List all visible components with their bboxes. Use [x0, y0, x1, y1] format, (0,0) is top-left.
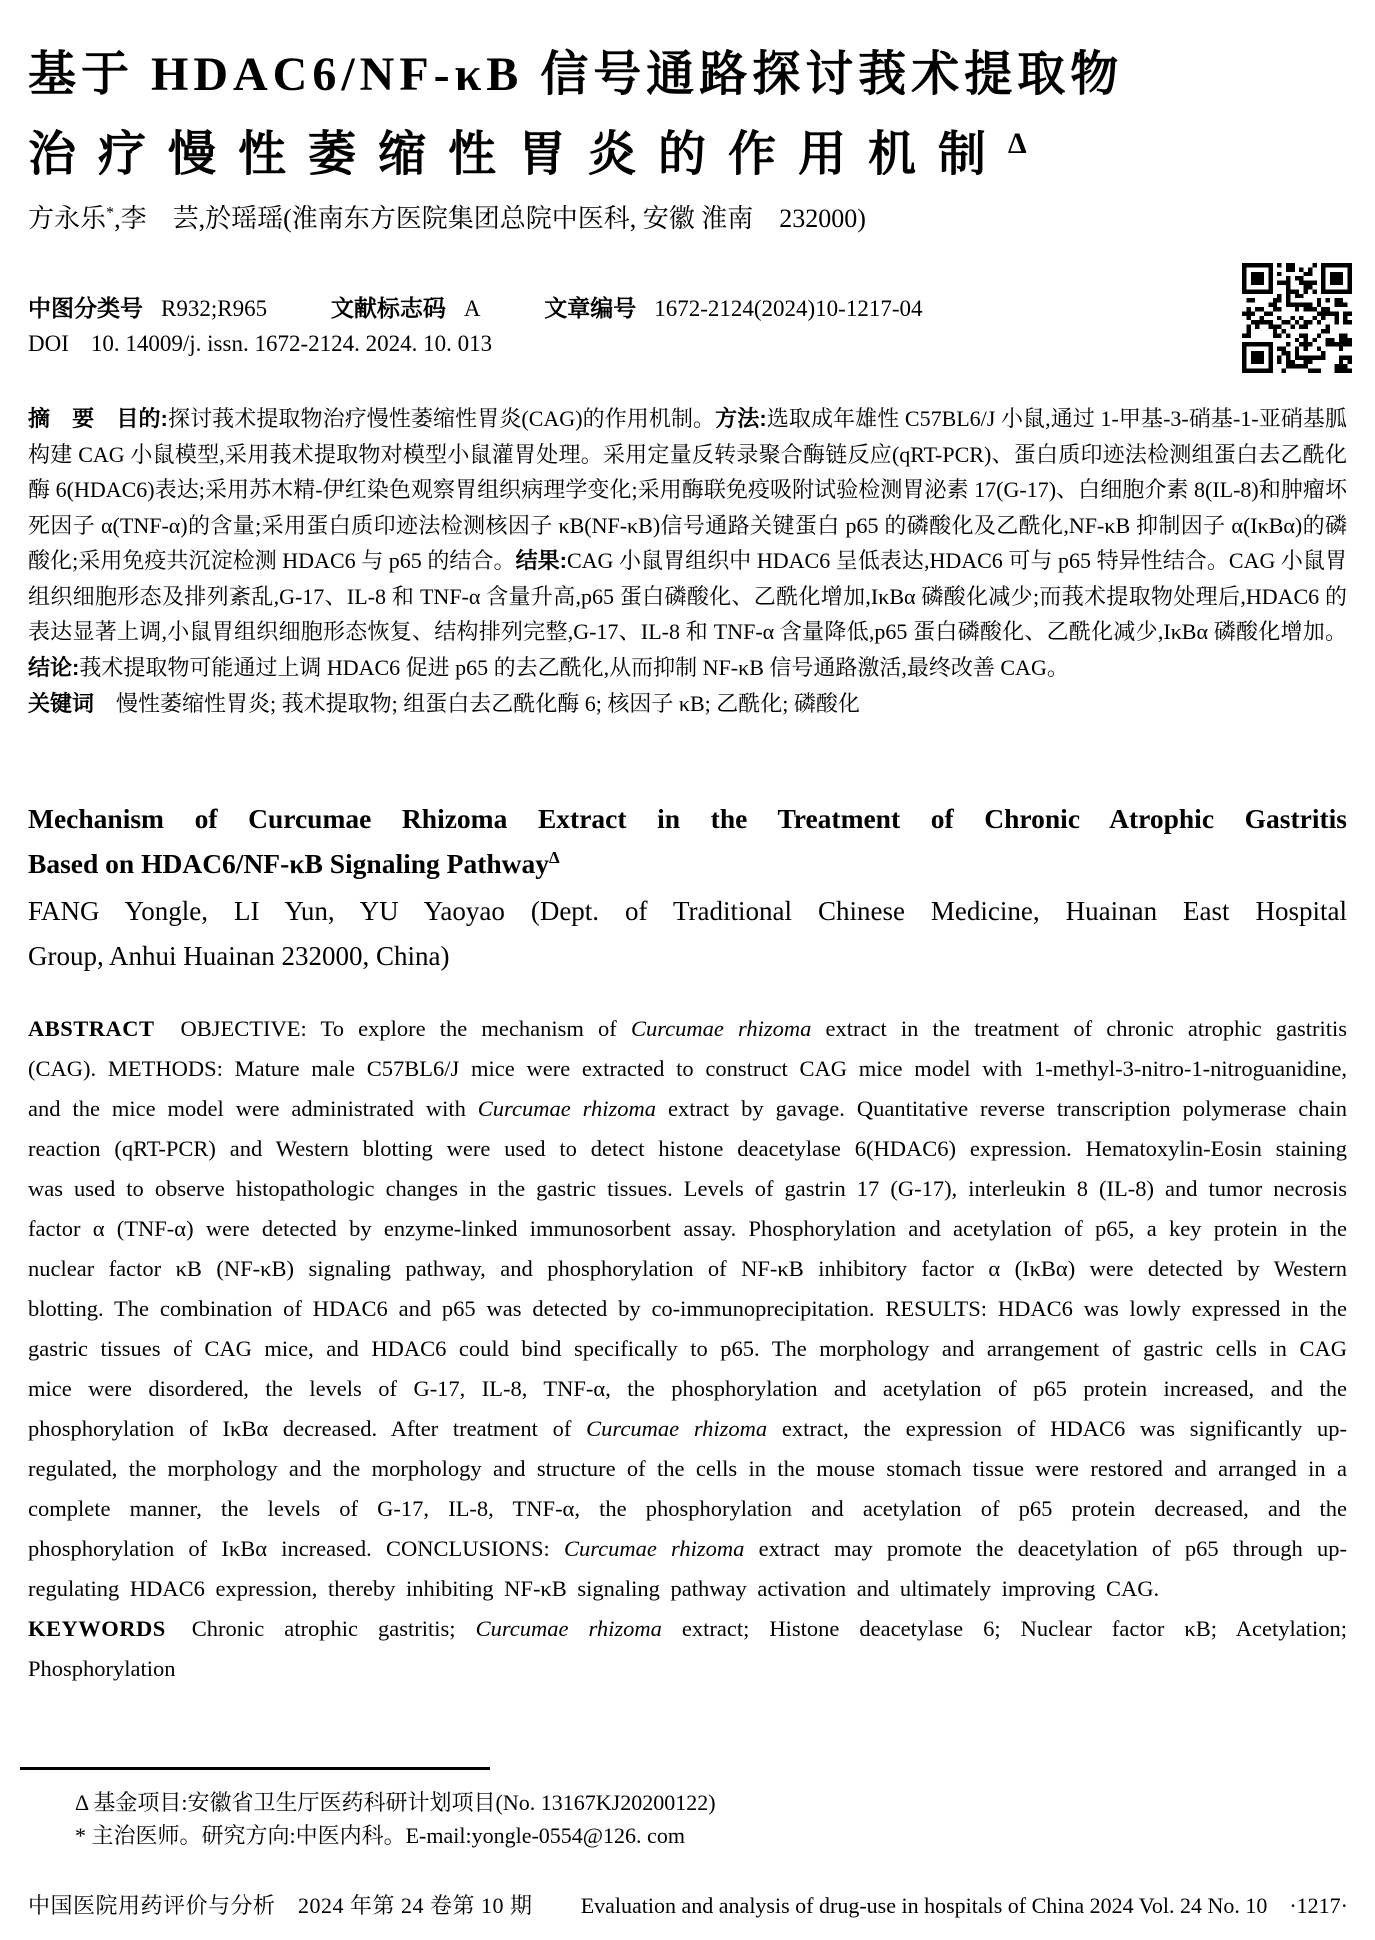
- article-title-cn-line2: 治疗慢性萎缩性胃炎的作用机制$^\Delta$: [28, 127, 1027, 182]
- title-en-footnote-marker: Δ: [549, 847, 560, 867]
- clc-label: 中图分类号: [28, 295, 143, 321]
- authors-en-line1: FANG Yongle, LI Yun, YU Yaoyao (Dept. of Traditional Chinese Medicine, Huainan East Hospital: [28, 896, 1347, 926]
- authors-en-line2: Group, Anhui Huainan 232000, China): [28, 941, 450, 971]
- doi-value: 10. 14009/j. issn. 1672-2124. 2024. 10. 013: [90, 331, 493, 356]
- article-no-value: 1672-2124(2024)10-1217-04: [654, 296, 923, 321]
- authors-en: [28, 889, 1347, 979]
- footnote-divider: [20, 1767, 490, 1770]
- keywords-en-label: KEYWORDS: [28, 1616, 166, 1641]
- abstract-cn: [28, 401, 1347, 685]
- abstract-cn-block: [28, 401, 1347, 722]
- authors-cn: 方永乐*,李 芸,於瑶瑶(淮南东方医院集团总院中医科, 安徽 淮南 232000): [28, 204, 866, 233]
- abstract-en-text: OBJECTIVE: To explore the mechanism of Curcumae rhizoma extract in the treatment of chronic atrophic gastritis (CAG). METHODS: Mature male C57BL6/J mice were extracted to construct CAG mice model with 1-methyl-3-nitro-1-nitroguanidine, and the mice model were administrated with Curcumae rhizoma extract by gavage. Quantitative reverse transcription polymerase chain reaction (qRT-PCR) and Western blotting were used to detect histone deacetylase 6(HDAC6) expression. Hematoxylin-Eosin staining was used to observe histopathologic changes in the gastric tissues. Levels of gastrin 17 (G-17), interleukin 8 (IL-8) and tumor necrosis factor α (TNF-α) were detected by enzyme-linked immunosorbent assay. Phosphorylation and acetylation of p65, a key protein in the nuclear factor κB (NF-κB) signaling pathway, and phosphorylation of NF-κB inhibitory factor α (IκBα) were detected by Western blotting. The combination of HDAC6 and p65 was detected by co-immunoprecipitation. RESULTS: HDAC6 was lowly expressed in the gastric tissues of CAG mice, and HDAC6 could bind specifically to p65. The morphology and arrangement of gastric cells in CAG mice were disordered, the levels of G-17, IL-8, TNF-α, the phosphorylation and acetylation of p65 protein increased, and the phosphorylation of IκBα decreased. After treatment of Curcumae rhizoma extract, the expression of HDAC6 was significantly up-regulated, the morphology and the morphology and structure of the cells in the mouse stomach tissue were restored and arranged in a complete manner, the levels of G-17, IL-8, TNF-α, the phosphorylation and acetylation of p65 protein decreased, and the phosphorylation of IκBα increased. CONCLUSIONS: Curcumae rhizoma extract may promote the deacetylation of p65 through up-regulating HDAC6 expression, thereby inhibiting NF-κB signaling pathway activation and ultimately improving CAG.: [28, 1016, 1347, 1601]
- article-title-en: [28, 796, 1347, 886]
- doi-label: DOI: [28, 331, 69, 356]
- keywords-cn-label: 关键词: [28, 691, 95, 716]
- footnotes: [28, 1786, 928, 1852]
- article-no-group: [544, 296, 922, 321]
- abstract-en-block: [28, 1009, 1347, 1689]
- keywords-en-text: Chronic atrophic gastritis; Curcumae rhizoma extract; Histone deacetylase 6; Nuclear factor κB; Acetylation; Phosphorylation: [28, 1616, 1347, 1681]
- keywords-cn-text: 慢性萎缩性胃炎; 莪术提取物; 组蛋白去乙酰化酶 6; 核因子 κB; 乙酰化; 磷酸化: [116, 691, 860, 716]
- keywords-en: [28, 1609, 1347, 1689]
- article-title-cn-line1: 基于 HDAC6/NF-κB 信号通路探讨莪术提取物: [28, 48, 1124, 102]
- footnote-fund: Δ 基金项目:安徽省卫生厅医药科研计划项目(No. 13167KJ20200122): [75, 1790, 716, 1815]
- article-no-label: 文章编号: [544, 295, 637, 321]
- abstract-en-label: ABSTRACT: [28, 1016, 155, 1041]
- doc-code-group: [331, 296, 481, 321]
- article-title-en-line2: Based on HDAC6/NF-κB Signaling Pathway$^\Delta$: [28, 847, 560, 879]
- keywords-cn: [28, 686, 1347, 722]
- footer-journal-cn: 中国医院用药评价与分析 2024 年第 24 卷第 10 期: [28, 1893, 533, 1918]
- doi-row: [28, 331, 492, 357]
- clc-group: [28, 296, 267, 321]
- page-footer: [28, 1889, 1348, 1920]
- clc-value: R932;R965: [161, 296, 268, 321]
- title-footnote-marker: Δ: [1008, 127, 1027, 161]
- article-title-en-line1: Mechanism of Curcumae Rhizoma Extract in the Treatment of Chronic Atrophic Gastritis: [28, 803, 1347, 834]
- meta-row: [28, 290, 981, 323]
- doc-code-label: 文献标志码: [330, 295, 446, 321]
- footnote-author: * 主治医师。研究方向:中医内科。E-mail:yongle-0554@126. com: [75, 1823, 685, 1848]
- qr-code: [1242, 263, 1352, 373]
- footer-journal-en: Evaluation and analysis of drug-use in hospitals of China 2024 Vol. 24 No. 10 ·1217·: [580, 1893, 1348, 1918]
- doc-code-value: A: [463, 296, 481, 321]
- abstract-cn-label: 摘 要: [28, 406, 95, 431]
- abstract-en: [28, 1009, 1347, 1609]
- abstract-cn-text: 目的:探讨莪术提取物治疗慢性萎缩性胃炎(CAG)的作用机制。方法:选取成年雄性 C57BL6/J 小鼠,通过 1-甲基-3-硝基-1-亚硝基胍构建 CAG 小鼠模型,采用莪术提取物对模型小鼠灌胃处理。采用定量反转录聚合酶链反应(qRT-PCR)、蛋白质印迹法检测组蛋白去乙酰化酶 6(HDAC6)表达;采用苏木精-伊红染色观察胃组织病理学变化;采用酶联免疫吸附试验检测胃泌素 17(G-17)、白细胞介素 8(IL-8)和肿瘤坏死因子 α(TNF-α)的含量;采用蛋白质印迹法检测核因子 κB(NF-κB)信号通路关键蛋白 p65 的磷酸化及乙酰化,NF-κB 抑制因子 α(IκBα)的磷酸化;采用免疫共沉淀检测 HDAC6 与 p65 的结合。结果:CAG 小鼠胃组织中 HDAC6 呈低表达,HDAC6 可与 p65 特异性结合。CAG 小鼠胃组织细胞形态及排列紊乱,G-17、IL-8 和 TNF-α 含量升高,p65 蛋白磷酸化、乙酰化增加,IκBα 磷酸化减少;而莪术提取物处理后,HDAC6 的表达显著上调,小鼠胃组织细胞形态恢复、结构排列完整,G-17、IL-8 和 TNF-α 含量降低,p65 蛋白磷酸化、乙酰化减少,IκBα 磷酸化增加。结论:莪术提取物可能通过上调 HDAC6 促进 p65 的去乙酰化,从而抑制 NF-κB 信号通路激活,最终改善 CAG。: [28, 406, 1348, 680]
- article-title-cn: [28, 35, 1128, 195]
